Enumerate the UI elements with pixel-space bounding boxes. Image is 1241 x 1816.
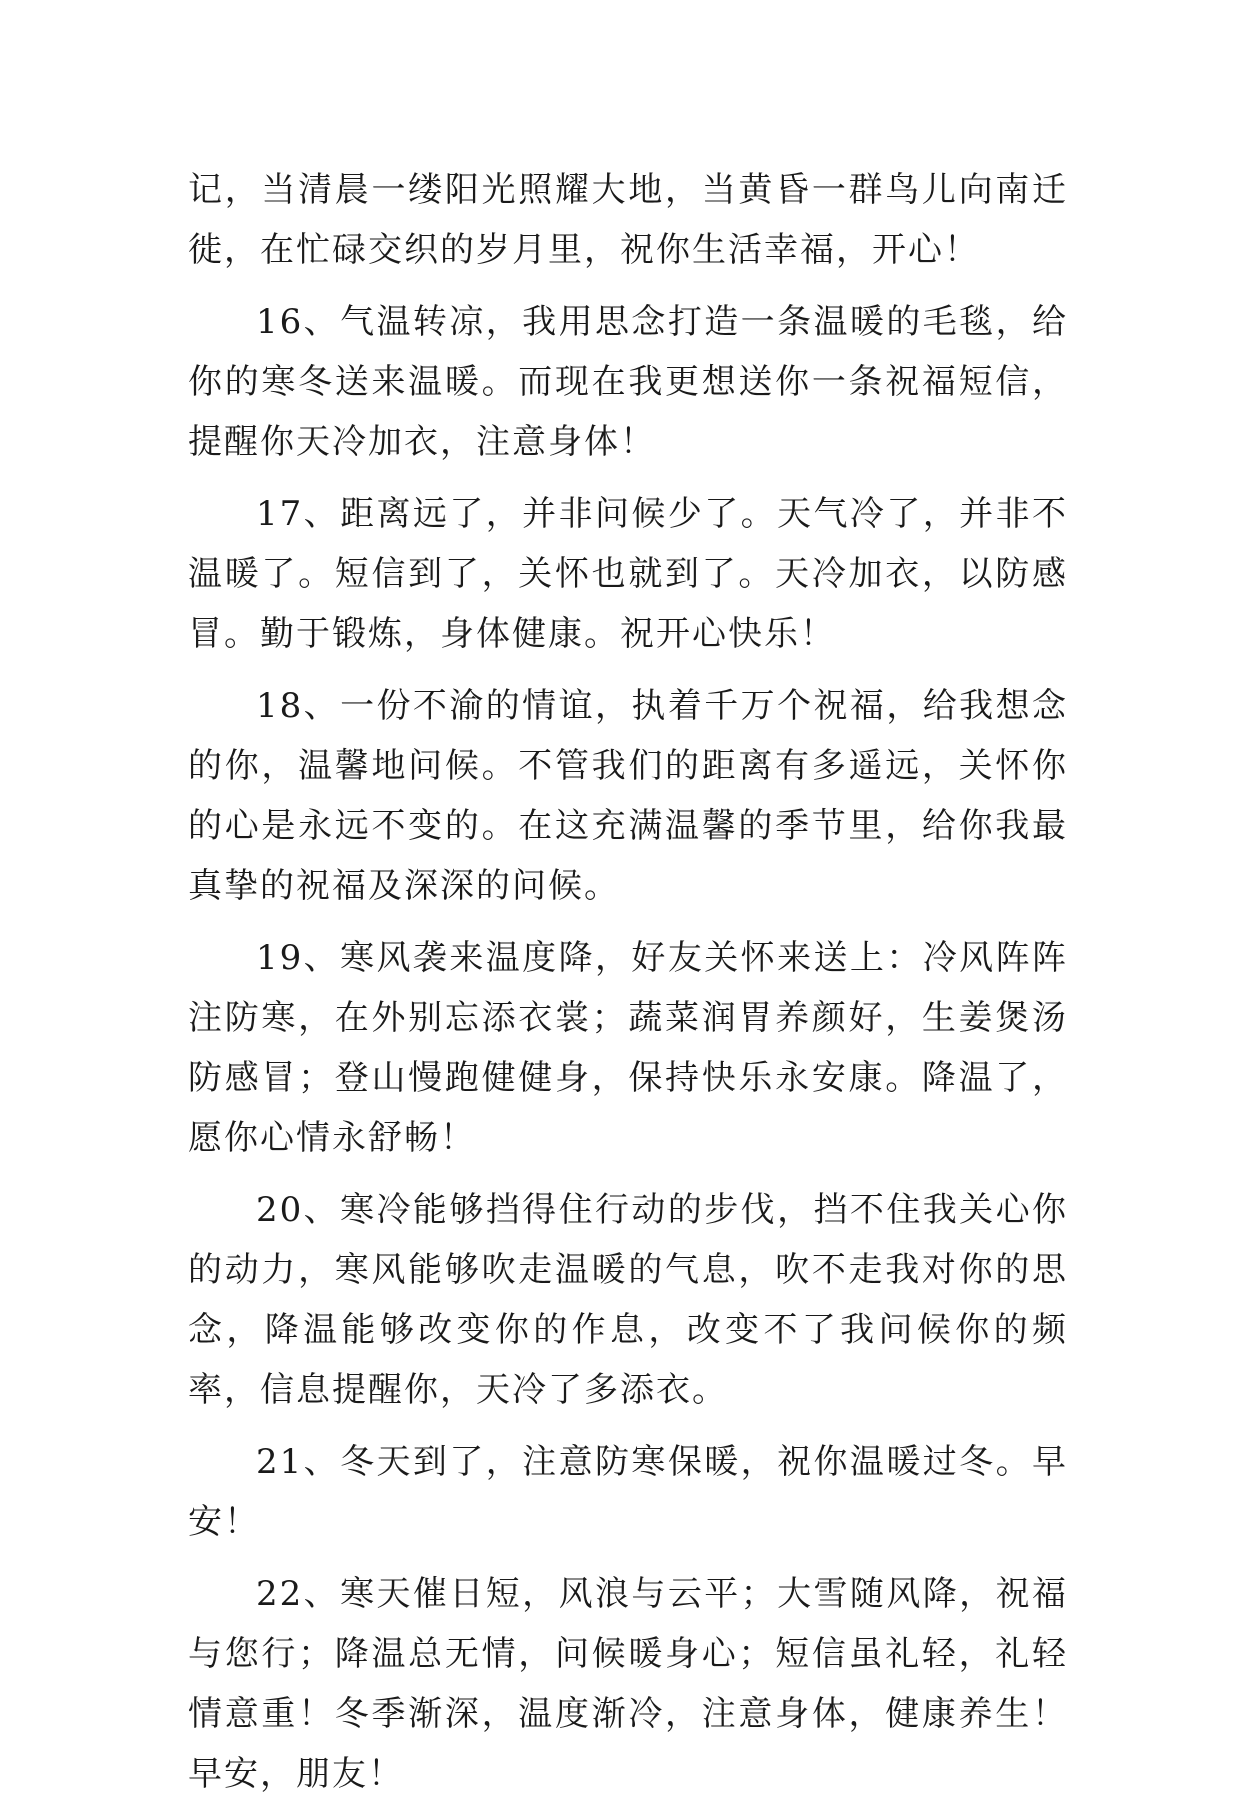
document-body: [188, 160, 1068, 1816]
paragraph-continuation: 记，当清晨一缕阳光照耀大地，当黄昏一群鸟儿向南迁徙，在忙碌交织的岁月里，祝你生活幸福，开心！: [188, 170, 1068, 270]
paragraph-21: 21、冬天到了，注意防寒保暖，祝你温暖过冬。早安！: [188, 1442, 1068, 1542]
paragraph-17: 17、距离远了，并非问候少了。天气冷了，并非不温暖了。短信到了，关怀也就到了。天冷加衣，以防感冒。勤于锻炼，身体健康。祝开心快乐！: [188, 494, 1068, 654]
paragraph-19: 19、寒风袭来温度降，好友关怀来送上：冷风阵阵注防寒，在外别忘添衣裳；蔬菜润胃养颜好，生姜煲汤防感冒；登山慢跑健健身，保持快乐永安康。降温了，愿你心情永舒畅！: [188, 938, 1068, 1158]
paragraph-22: 22、寒天催日短，风浪与云平；大雪随风降，祝福与您行；降温总无情，问候暖身心；短信虽礼轻，礼轻情意重！冬季渐深，温度渐冷，注意身体，健康养生！早安，朋友！: [188, 1574, 1068, 1794]
paragraph-18: 18、一份不渝的情谊，执着千万个祝福，给我想念的你，温馨地问候。不管我们的距离有多遥远，关怀你的心是永远不变的。在这充满温馨的季节里，给你我最真挚的祝福及深深的问候。: [188, 686, 1068, 906]
paragraph-20: 20、寒冷能够挡得住行动的步伐，挡不住我关心你的动力，寒风能够吹走温暖的气息，吹不走我对你的思念，降温能够改变你的作息，改变不了我问候你的频率，信息提醒你，天冷了多添衣。: [188, 1190, 1068, 1410]
paragraph-16: 16、气温转凉，我用思念打造一条温暖的毛毯，给你的寒冬送来温暖。而现在我更想送你一条祝福短信，提醒你天冷加衣，注意身体！: [188, 302, 1068, 462]
